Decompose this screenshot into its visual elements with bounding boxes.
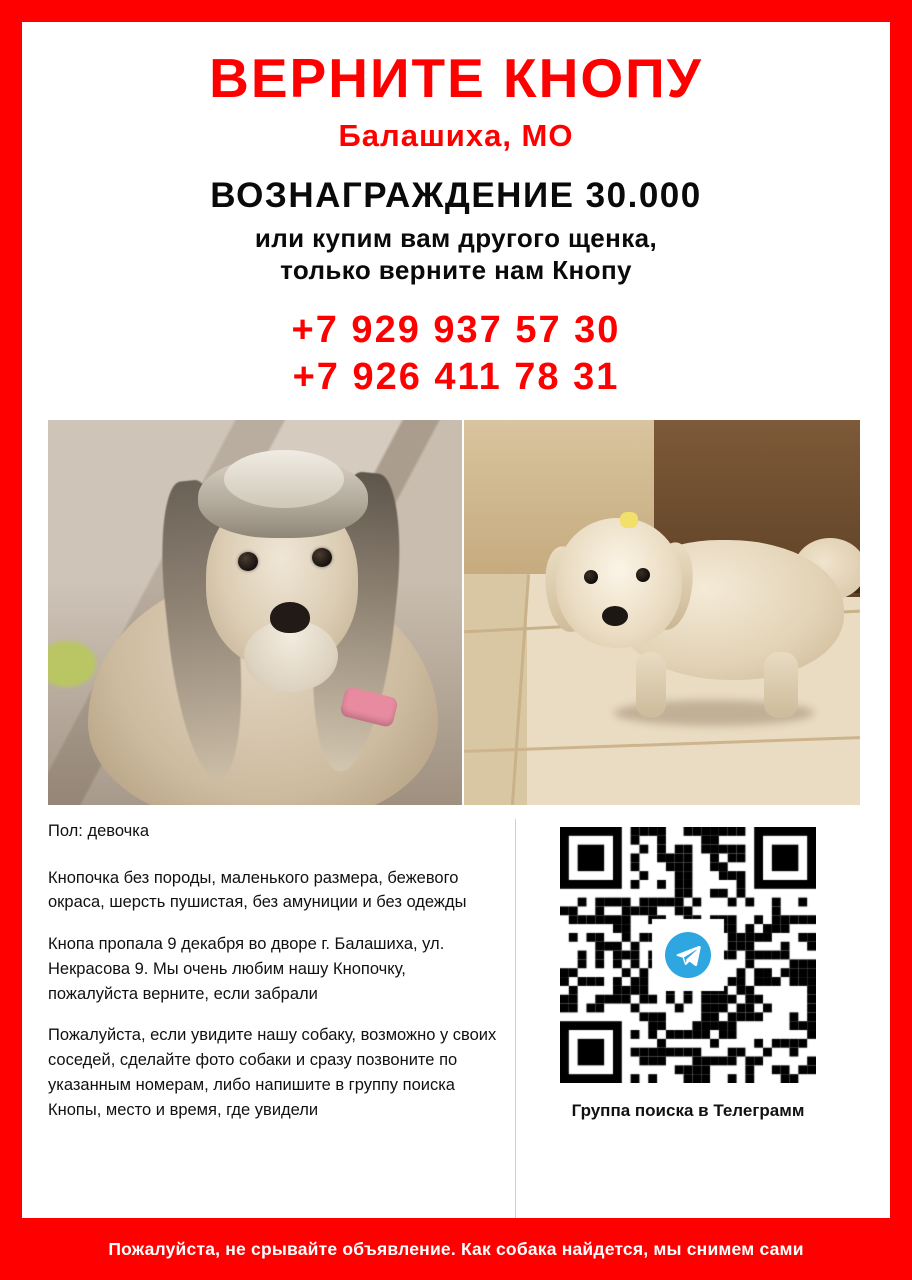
poster-sheet — [22, 22, 890, 1218]
dog-hair-bow — [620, 512, 638, 528]
dog-eye-right — [636, 568, 650, 582]
qr-caption: Группа поиска в Телеграмм — [571, 1100, 805, 1120]
dog-leg-back — [764, 652, 798, 718]
page-title: ВЕРНИТЕ КНОПУ — [209, 47, 703, 109]
photo-dog-standing — [464, 420, 860, 805]
footer-banner — [0, 1218, 912, 1280]
dog-fringe-highlight — [224, 450, 344, 508]
reward-note-line-2: только верните нам Кнопу — [280, 255, 632, 286]
qr-column — [516, 819, 860, 1218]
dog-sex: Пол: девочка — [48, 821, 150, 840]
footer-text: Пожалуйста, не срывайте объявление. Как собака найдется, мы снимем сами — [108, 1238, 804, 1259]
loss-circumstances: Кнопа пропала 9 декабря во дворе г. Балашиха, ул. Некрасова 9. Мы очень любим нашу Кнопочку, пожалуйста верните, если забрали — [48, 935, 445, 1003]
dog-eye-left — [584, 570, 598, 584]
dog-eye-left — [238, 552, 258, 571]
phone-list — [48, 307, 864, 402]
description-column — [48, 819, 516, 1218]
dog-nose — [270, 602, 310, 633]
reward-note-line-1: или купим вам другого щенка, — [254, 222, 658, 253]
dog-leg-front — [636, 652, 666, 718]
dog-nose — [602, 606, 628, 626]
reward-amount: ВОЗНАГРАЖДЕНИЕ 30.000 — [210, 175, 702, 215]
reward-note — [48, 222, 864, 287]
phone-number-2[interactable]: +7 926 411 78 31 — [292, 356, 620, 399]
photo-dog-closeup — [48, 420, 462, 805]
dog-description: Кнопочка без породы, маленького размера, бежевого окраса, шерсть пушистая, без амуниции и без одежды — [48, 868, 467, 912]
qr-code[interactable] — [560, 827, 816, 1083]
photo-gallery — [48, 420, 860, 805]
poster-location: Балашиха, МО — [338, 117, 574, 153]
photo-floor-left — [464, 574, 527, 805]
phone-number-1[interactable]: +7 929 937 57 30 — [291, 308, 621, 351]
contact-instructions: Пожалуйста, если увидите нашу собаку, возможно у своих соседей, сделайте фото собаки и сразу позвоните по указанным номерам, либо напишите в группу поиска Кнопы, место и время, где увидели — [48, 1026, 497, 1119]
dog-eye-right — [312, 548, 332, 567]
telegram-icon — [665, 932, 711, 978]
info-section — [48, 819, 860, 1218]
dog-head — [556, 518, 682, 648]
